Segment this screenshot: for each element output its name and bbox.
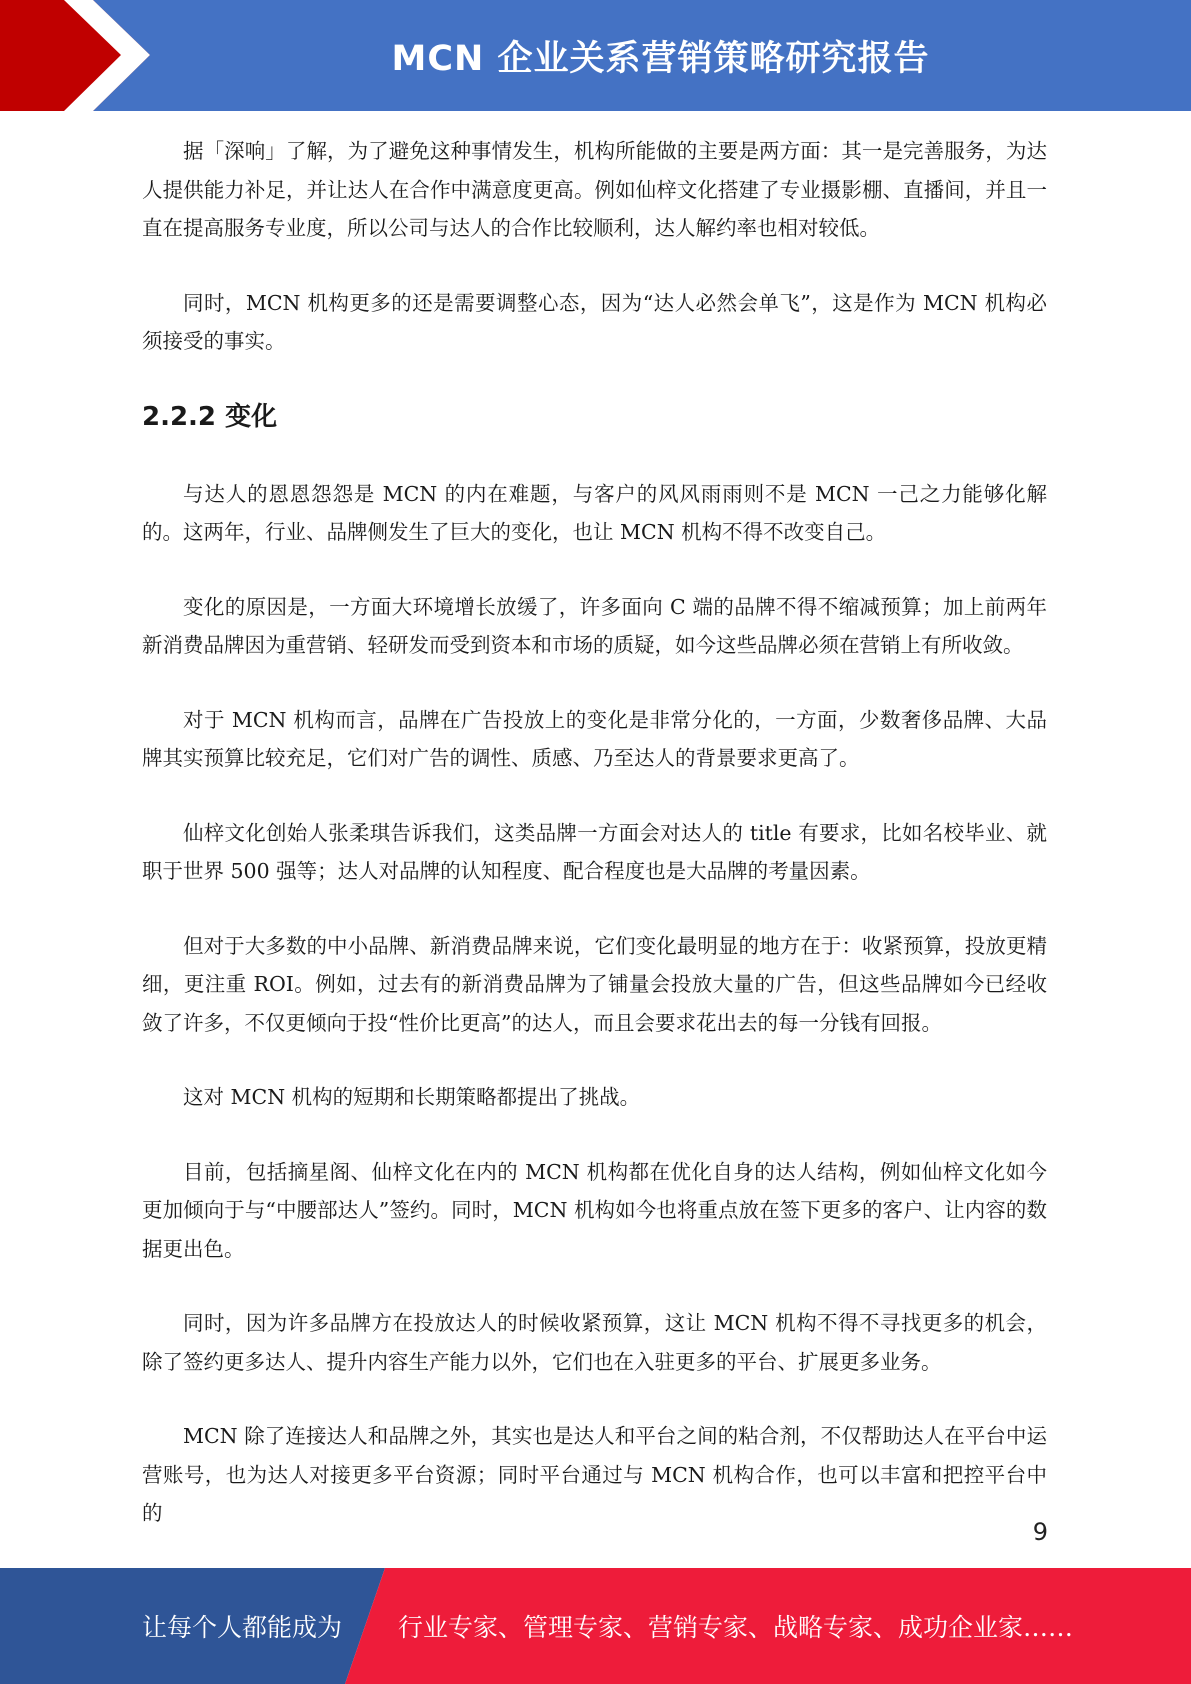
- paragraph: 变化的原因是，一方面大环境增长放缓了，许多面向 C 端的品牌不得不缩减预算；加上前两年新消费品牌因为重营销、轻研发而受到资本和市场的质疑，如今这些品牌必须在营销上有所收敛。: [142, 594, 1047, 657]
- header-chevron-decoration: [0, 0, 160, 111]
- paragraph: 与达人的恩恩怨怨是 MCN 的内在难题，与客户的风风雨雨则不是 MCN 一己之力能够化解的。这两年，行业、品牌侧发生了巨大的变化，也让 MCN 机构不得不改变自己。: [142, 481, 1047, 544]
- paragraph: MCN 除了连接达人和品牌之外，其实也是达人和平台之间的粘合剂，不仅帮助达人在平台中运营账号，也为达人对接更多平台资源；同时平台通过与 MCN 机构合作，也可以丰富和把控平台中的: [142, 1424, 1047, 1525]
- paragraph: 仙梓文化创始人张柔琪告诉我们，这类品牌一方面会对达人的 title 有要求，比如名校毕业、就职于世界 500 强等；达人对品牌的认知程度、配合程度也是大品牌的考量因素。: [142, 820, 1047, 883]
- page-number: 9: [1032, 1518, 1048, 1546]
- paragraph: 目前，包括摘星阁、仙梓文化在内的 MCN 机构都在优化自身的达人结构，例如仙梓文化如今更加倾向于与“中腰部达人”签约。同时，MCN 机构如今也将重点放在签下更多的客户、让内容的数据更出色。: [142, 1159, 1047, 1261]
- paragraph: 但对于大多数的中小品牌、新消费品牌来说，它们变化最明显的地方在于：收紧预算，投放更精细，更注重 ROI。例如，过去有的新消费品牌为了铺量会投放大量的广告，但这些品牌如今已经收敛了许多，不仅更倾向于投“性价比更高”的达人，而且会要求花出去的每一分钱有回报。: [142, 933, 1047, 1035]
- footer-slogan-left: 让每个人都能成为: [142, 1613, 343, 1642]
- paragraph: 同时，因为许多品牌方在投放达人的时候收紧预算，这让 MCN 机构不得不寻找更多的机会，除了签约更多达人、提升内容生产能力以外，它们也在入驻更多的平台、扩展更多业务。: [142, 1311, 1047, 1374]
- page-footer: [0, 1568, 1191, 1684]
- section-heading: 2.2.2 变化: [142, 401, 278, 432]
- page-header: [0, 0, 1191, 111]
- paragraph: 据「深响」了解，为了避免这种事情发生，机构所能做的主要是两方面：其一是完善服务，为达人提供能力补足，并让达人在合作中满意度更高。例如仙梓文化搭建了专业摄影棚、直播间，并且一直在提高服务专业度，所以公司与达人的合作比较顺利，达人解约率也相对较低。: [142, 139, 1047, 240]
- report-title: MCN 企业关系营销策略研究报告: [391, 38, 930, 79]
- footer-slogan-right: 行业专家、管理专家、营销专家、战略专家、成功企业家……: [398, 1613, 1074, 1642]
- paragraph: 这对 MCN 机构的短期和长期策略都提出了挑战。: [183, 1085, 641, 1109]
- page-content: [142, 132, 1047, 1569]
- paragraph: 对于 MCN 机构而言，品牌在广告投放上的变化是非常分化的，一方面，少数奢侈品牌、大品牌其实预算比较充足，它们对广告的调性、质感、乃至达人的背景要求更高了。: [142, 707, 1047, 770]
- paragraph: 同时，MCN 机构更多的还是需要调整心态，因为“达人必然会单飞”，这是作为 MCN 机构必须接受的事实。: [142, 290, 1047, 353]
